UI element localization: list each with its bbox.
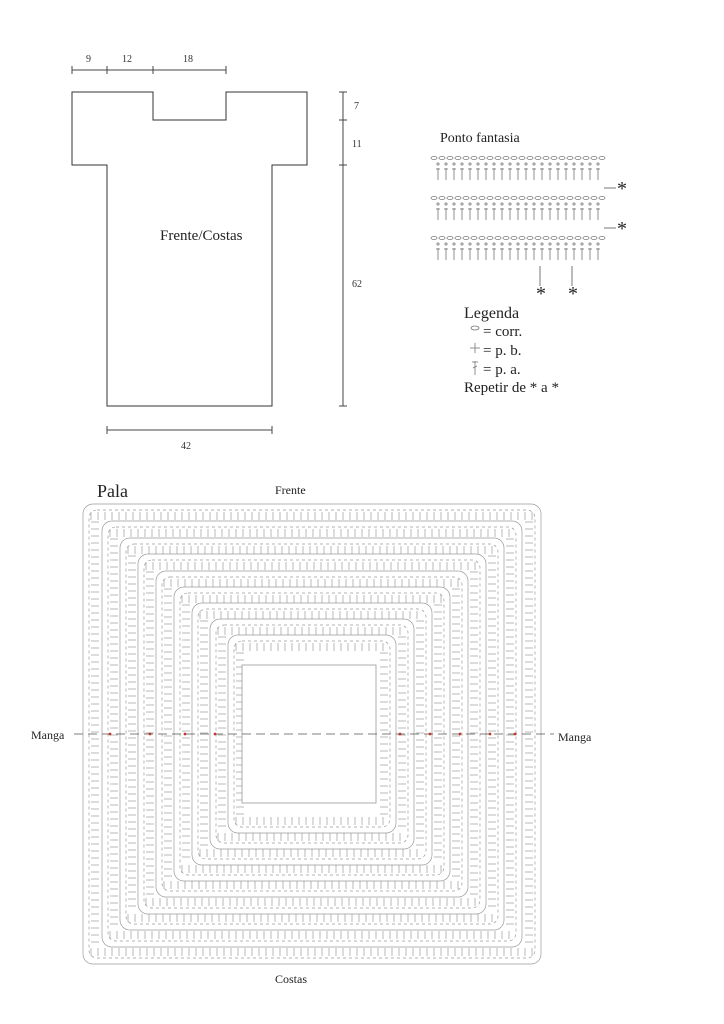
yoke-title: Pala: [97, 481, 128, 501]
piece-label: Frente/Costas: [160, 228, 243, 244]
dim-neck-width: 18: [183, 54, 193, 65]
yoke-left-sleeve-label: Manga: [31, 728, 65, 742]
yoke-back-label: Costas: [275, 972, 308, 986]
repeat-mark-bottom-2: *: [568, 283, 578, 305]
yoke-front-label: Frente: [275, 483, 306, 497]
legend-item-double: = p. a.: [483, 362, 521, 378]
repeat-mark-right-1: *: [617, 178, 627, 200]
legend-title: Legenda: [464, 305, 520, 322]
legend-item-single: = p. b.: [483, 343, 522, 359]
yoke-right-sleeve-label: Manga: [558, 730, 592, 744]
dim-neck-depth: 7: [354, 101, 359, 112]
dim-neck-side: 12: [122, 54, 132, 65]
repeat-mark-bottom-1: *: [536, 283, 546, 305]
legend-item-chain: = corr.: [483, 324, 523, 340]
dim-shoulder: 9: [86, 54, 91, 65]
dim-body-length: 62: [352, 279, 362, 290]
dim-body-width: 42: [181, 441, 191, 452]
repeat-mark-right-2: *: [617, 218, 627, 240]
legend-repeat: Repetir de * a *: [464, 380, 559, 396]
stitch-chart-title: Ponto fantasia: [440, 131, 520, 146]
dim-sleeve-height: 11: [352, 139, 362, 150]
